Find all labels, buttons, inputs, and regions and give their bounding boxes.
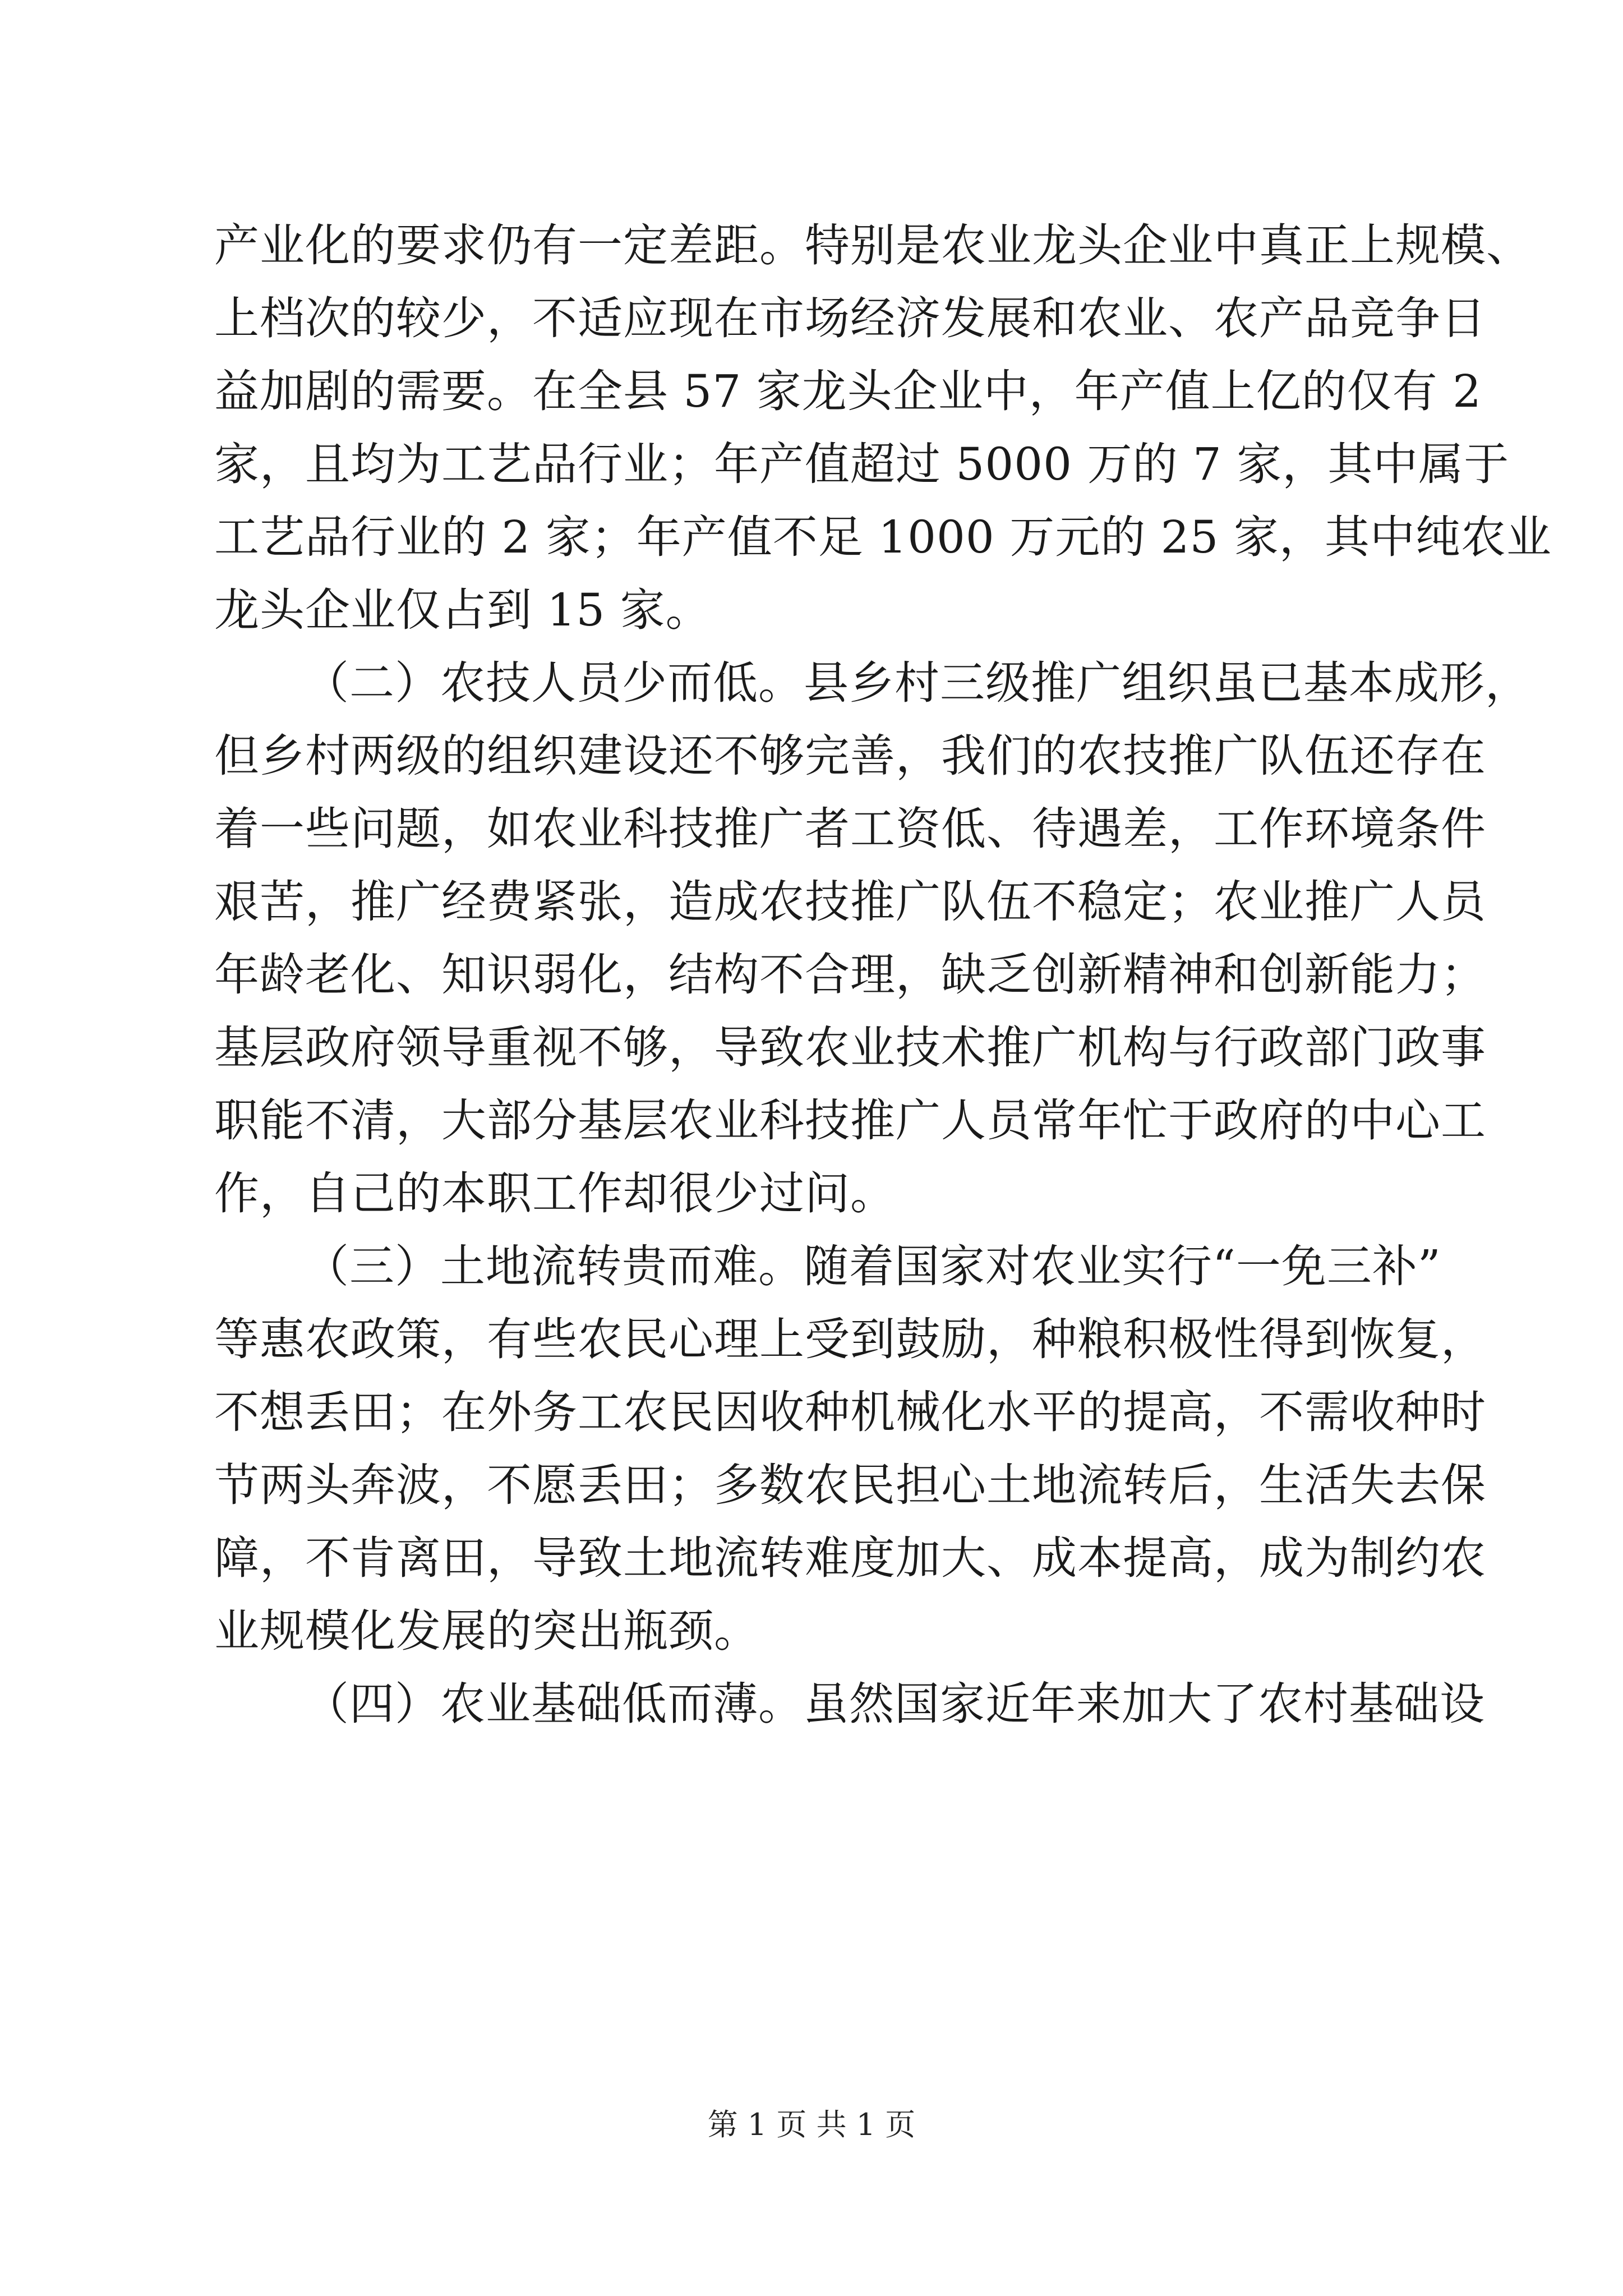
text-line: 上档次的较少，不适应现在市场经济发展和农业、农产品竞争日 [214,292,1486,344]
text-line: 障，不肯离田，导致土地流转难度加大、成本提高，成为制约农 [214,1532,1486,1584]
paragraph-heading-line: （二）农技人员少而低。县乡村三级推广组织虽已基本成形， [304,657,1530,709]
text-line: 龙头企业仅占到 15 家。 [214,584,711,636]
text-line: 家，且均为工艺品行业；年产值超过 5000 万的 7 家，其中属于 [214,438,1510,490]
text-line: 不想丢田；在外务工农民因收种机械化水平的提高，不需收种时 [214,1386,1486,1438]
text-line: 职能不清，大部分基层农业科技推广人员常年忙于政府的中心工 [214,1094,1486,1147]
text-line: 作，自己的本职工作却很少过问。 [214,1167,896,1220]
text-line: 节两头奔波，不愿丢田；多数农民担心土地流转后，生活失去保 [214,1459,1486,1511]
text-line: 年龄老化、知识弱化，结构不合理，缺乏创新精神和创新能力； [214,949,1486,1001]
text-line: 产业化的要求仍有一定差距。特别是农业龙头企业中真正上规模、 [214,219,1532,272]
text-line: 基层政府领导重视不够，导致农业技术推广机构与行政部门政事 [214,1022,1486,1074]
paragraph-heading-line: （四）农业基础低而薄。虽然国家近年来加大了农村基础设 [304,1678,1485,1730]
page-footer: 第 1 页 共 1 页 [707,2107,916,2142]
text-line: 工艺品行业的 2 家；年产值不足 1000 万元的 25 家，其中纯农业 [214,511,1552,563]
text-line: 等惠农政策，有些农民心理上受到鼓励，种粮积极性得到恢复， [214,1313,1486,1365]
text-line: 着一些问题，如农业科技推广者工资低、待遇差，工作环境条件 [214,803,1486,855]
text-line: 艰苦，推广经费紧张，造成农技推广队伍不稳定；农业推广人员 [214,876,1486,928]
text-line: 益加剧的需要。在全县 57 家龙头企业中，年产值上亿的仅有 2 [214,365,1482,417]
text-line: 但乡村两级的组织建设还不够完善，我们的农技推广队伍还存在 [214,730,1486,782]
text-line: 业规模化发展的突出瓶颈。 [214,1605,759,1657]
paragraph-heading-line: （三）土地流转贵而难。随着国家对农业实行“一免三补” [304,1240,1441,1292]
